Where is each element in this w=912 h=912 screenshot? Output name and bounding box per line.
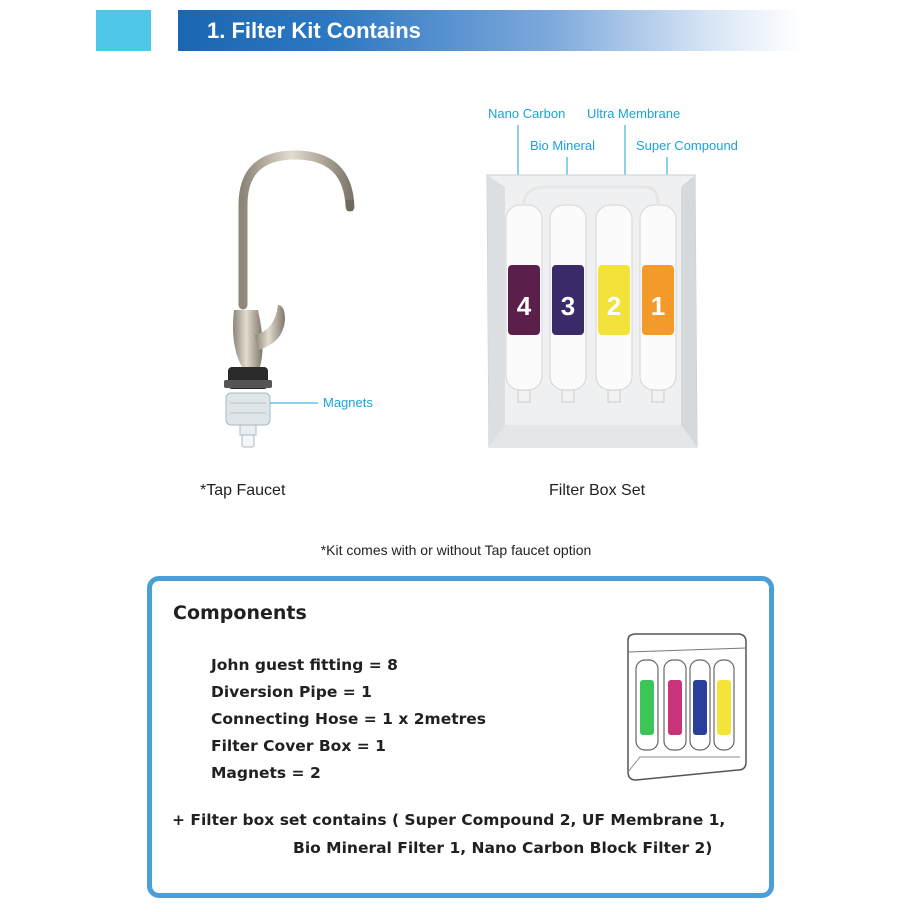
header-accent-block (96, 10, 151, 51)
bio-mineral-callout: Bio Mineral (530, 138, 596, 153)
faucet-option-note: *Kit comes with or without Tap faucet option (320, 542, 592, 558)
filter-box-image (485, 125, 701, 460)
super-compound-callout: Super Compound (636, 138, 738, 153)
filter-box-contents-line: + Filter box set contains ( Super Compound 2, UF Membrane 1, (172, 811, 726, 829)
filter-box-contents-line: Bio Mineral Filter 1, Nano Carbon Block Filter 2) (293, 839, 713, 857)
components-title: Components (173, 602, 307, 624)
filter-box-icon (620, 632, 750, 782)
ultra-membrane-callout: Ultra Membrane (587, 106, 681, 121)
svg-text:4: 4 (516, 291, 532, 321)
tap-faucet-caption: *Tap Faucet (200, 482, 286, 499)
svg-text:2: 2 (606, 291, 622, 321)
filter-box-caption: Filter Box Set (549, 482, 646, 499)
svg-text:1: 1 (650, 291, 666, 321)
component-item: Connecting Hose = 1 x 2metres (211, 710, 486, 728)
magnets-callout: Magnets (323, 395, 373, 410)
component-item: Filter Cover Box = 1 (211, 737, 386, 755)
component-item: John guest fitting = 8 (211, 656, 398, 674)
component-item: Diversion Pipe = 1 (211, 683, 372, 701)
component-item: Magnets = 2 (211, 764, 321, 782)
nano-carbon-callout: Nano Carbon (488, 106, 566, 121)
svg-text:3: 3 (560, 291, 576, 321)
page-title: 1. Filter Kit Contains (207, 18, 421, 43)
